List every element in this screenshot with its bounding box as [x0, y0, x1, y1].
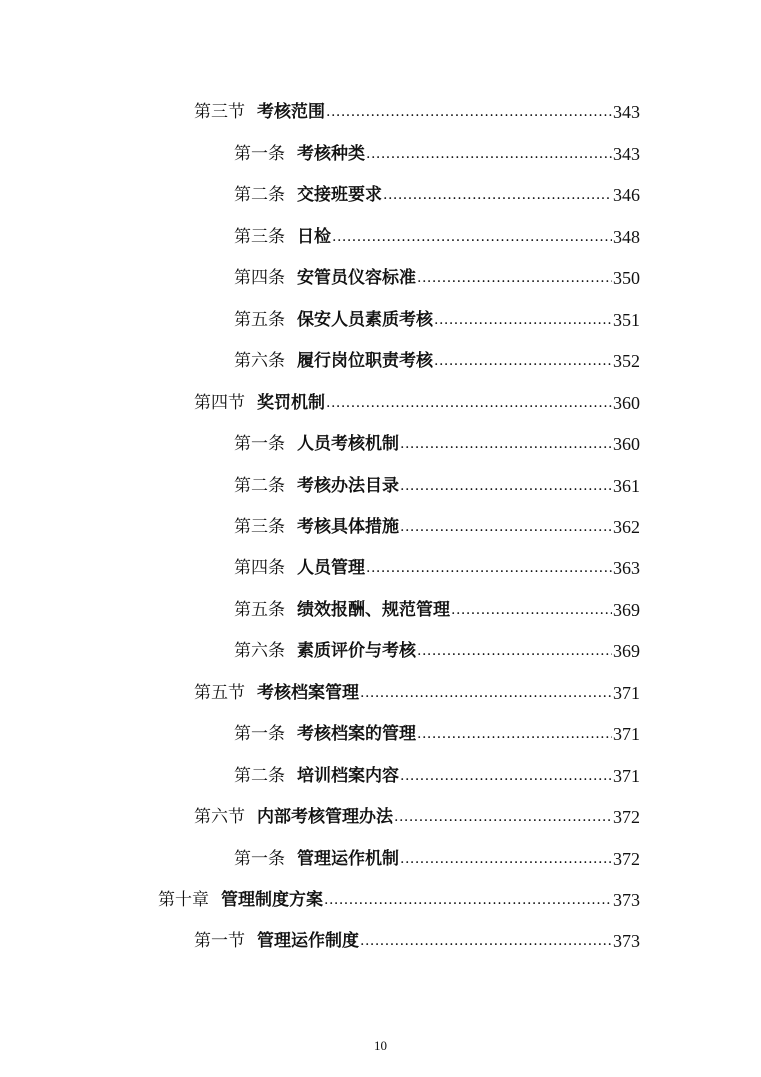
entry-page-number: 343 [613, 144, 640, 164]
entry-number: 第三节 [194, 102, 245, 122]
entry-number: 第一节 [194, 931, 245, 951]
dot-leader [400, 476, 612, 496]
dot-leader [360, 683, 612, 703]
entry-number: 第五条 [234, 310, 285, 330]
entry-title: 培训档案内容 [297, 766, 399, 786]
entry-title: 交接班要求 [297, 185, 382, 205]
entry-number: 第一条 [234, 144, 285, 164]
entry-number: 第一条 [234, 724, 285, 744]
entry-title: 履行岗位职责考核 [297, 351, 433, 371]
toc-entry[interactable] [234, 138, 640, 164]
entry-page-number: 369 [613, 600, 640, 620]
entry-page-number: 346 [613, 185, 640, 205]
entry-page-number: 351 [613, 310, 640, 330]
dot-leader [417, 724, 612, 744]
entry-title: 管理运作机制 [297, 849, 399, 869]
toc-entry[interactable] [234, 304, 640, 330]
entry-page-number: 361 [613, 476, 640, 496]
entry-page-number: 348 [613, 227, 640, 247]
entry-number: 第三条 [234, 517, 285, 537]
entry-title: 安管员仪容标准 [297, 268, 416, 288]
entry-title: 考核档案管理 [257, 683, 359, 703]
dot-leader [451, 600, 612, 620]
entry-page-number: 371 [613, 683, 640, 703]
entry-page-number: 362 [613, 517, 640, 537]
entry-page-number: 372 [613, 807, 640, 827]
dot-leader [383, 185, 612, 205]
dot-leader [360, 931, 612, 951]
entry-title: 内部考核管理办法 [257, 807, 393, 827]
dot-leader [366, 144, 612, 164]
entry-title: 考核具体措施 [297, 517, 399, 537]
entry-number: 第二条 [234, 476, 285, 496]
dot-leader [394, 807, 612, 827]
entry-number: 第四条 [234, 268, 285, 288]
dot-leader [417, 268, 612, 288]
toc-entry[interactable] [234, 221, 640, 247]
toc-entry[interactable] [234, 594, 640, 620]
dot-leader [400, 766, 612, 786]
entry-page-number: 343 [613, 102, 640, 122]
entry-number: 第三条 [234, 227, 285, 247]
toc-entry[interactable] [234, 262, 640, 288]
entry-title: 人员管理 [297, 558, 365, 578]
toc-entry[interactable] [158, 884, 640, 910]
dot-leader [366, 558, 612, 578]
page-number: 10 [374, 1038, 387, 1053]
toc-entry[interactable] [234, 760, 640, 786]
entry-title: 素质评价与考核 [297, 641, 416, 661]
entry-page-number: 350 [613, 268, 640, 288]
toc-entry[interactable] [234, 470, 640, 496]
dot-leader [326, 102, 612, 122]
toc-entry[interactable] [194, 387, 640, 413]
entry-page-number: 369 [613, 641, 640, 661]
dot-leader [417, 641, 612, 661]
entry-title: 人员考核机制 [297, 434, 399, 454]
dot-leader [400, 517, 612, 537]
entry-number: 第十章 [158, 890, 209, 910]
entry-title: 考核档案的管理 [297, 724, 416, 744]
toc-entry[interactable] [234, 552, 640, 578]
entry-page-number: 371 [613, 724, 640, 744]
dot-leader [400, 434, 612, 454]
dot-leader [434, 310, 612, 330]
entry-number: 第四节 [194, 393, 245, 413]
toc-entry[interactable] [234, 428, 640, 454]
entry-title: 考核范围 [257, 102, 325, 122]
toc-entry[interactable] [194, 677, 640, 703]
entry-title: 管理运作制度 [257, 931, 359, 951]
toc-entry[interactable] [234, 179, 640, 205]
entry-title: 绩效报酬、规范管理 [297, 600, 450, 620]
toc-entry[interactable] [194, 925, 640, 951]
entry-number: 第六条 [234, 351, 285, 371]
entry-title: 考核种类 [297, 144, 365, 164]
entry-page-number: 373 [613, 931, 640, 951]
toc-entry[interactable] [194, 96, 640, 122]
entry-title: 保安人员素质考核 [297, 310, 433, 330]
entry-page-number: 372 [613, 849, 640, 869]
toc-entry[interactable] [234, 843, 640, 869]
dot-leader [400, 849, 612, 869]
entry-number: 第一条 [234, 434, 285, 454]
dot-leader [326, 393, 612, 413]
toc-entry[interactable] [234, 718, 640, 744]
toc-entry[interactable] [234, 511, 640, 537]
entry-title: 考核办法目录 [297, 476, 399, 496]
entry-number: 第一条 [234, 849, 285, 869]
entry-page-number: 363 [613, 558, 640, 578]
toc-entry[interactable] [234, 635, 640, 661]
entry-number: 第四条 [234, 558, 285, 578]
toc-entry[interactable] [234, 345, 640, 371]
entry-page-number: 371 [613, 766, 640, 786]
entry-number: 第五节 [194, 683, 245, 703]
entry-number: 第二条 [234, 766, 285, 786]
entry-number: 第六条 [234, 641, 285, 661]
entry-number: 第五条 [234, 600, 285, 620]
dot-leader [434, 351, 612, 371]
dot-leader [324, 890, 612, 910]
entry-page-number: 373 [613, 890, 640, 910]
entry-title: 日检 [297, 227, 331, 247]
entry-number: 第六节 [194, 807, 245, 827]
dot-leader [332, 227, 612, 247]
entry-title: 奖罚机制 [257, 393, 325, 413]
entry-title: 管理制度方案 [221, 890, 323, 910]
entry-page-number: 360 [613, 434, 640, 454]
entry-page-number: 360 [613, 393, 640, 413]
entry-page-number: 352 [613, 351, 640, 371]
toc-entry[interactable] [194, 801, 640, 827]
entry-number: 第二条 [234, 185, 285, 205]
